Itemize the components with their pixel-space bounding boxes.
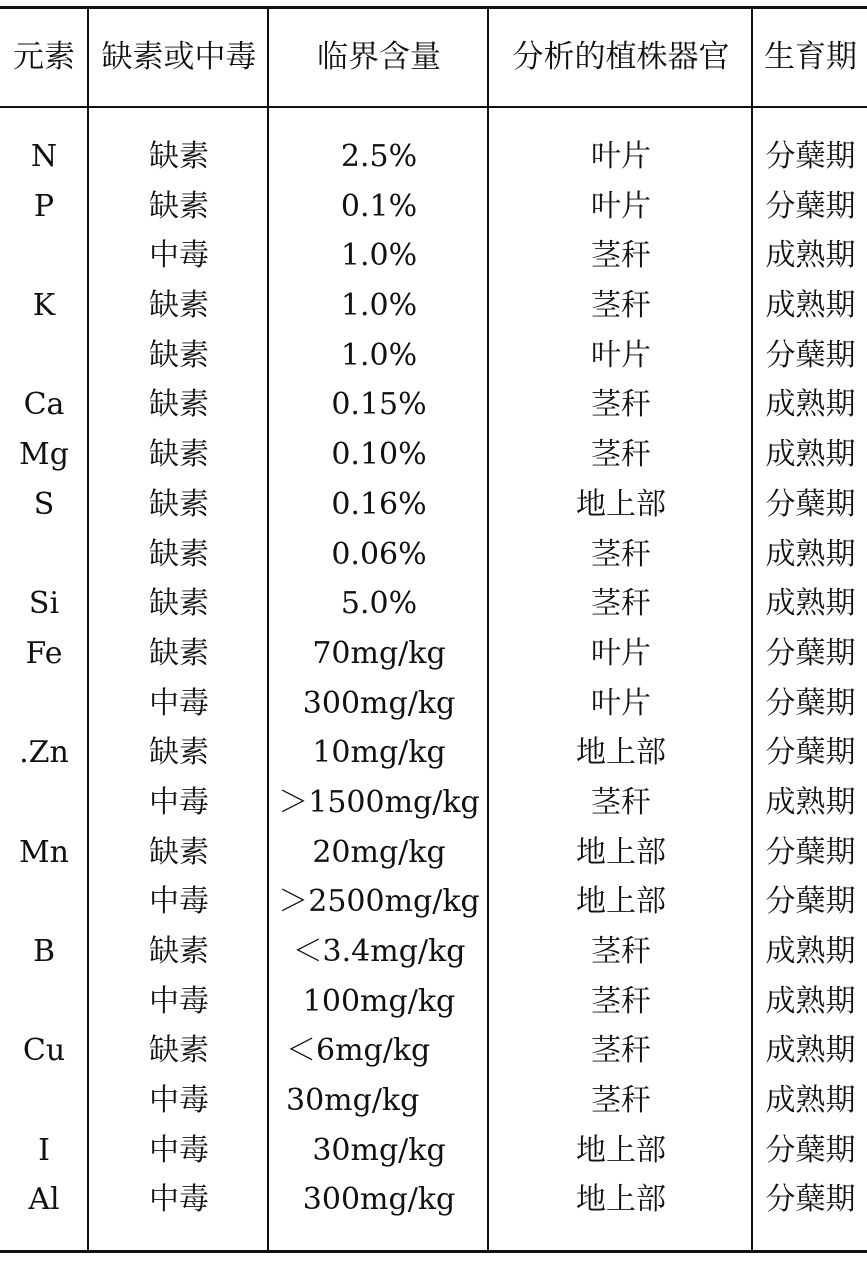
cell-growth-stage: 分蘖期 xyxy=(765,834,856,870)
table-row xyxy=(0,380,867,430)
cell-type: 缺素 xyxy=(149,635,209,671)
cell-growth-stage: 成熟期 xyxy=(765,934,856,969)
header-plant-organ: 分析的植株器官 xyxy=(512,39,730,75)
header-critical-content: 临界含量 xyxy=(317,39,441,75)
cell-type: 中毒 xyxy=(149,983,209,1019)
cell-element xyxy=(0,877,88,927)
cell-critical-content: 1.0% xyxy=(340,238,418,274)
cell-growth-stage: 分蘖期 xyxy=(765,139,856,174)
table-row xyxy=(0,927,867,977)
cell-plant-organ: 叶片 xyxy=(591,685,651,721)
cell-critical-content: 10mg/kg xyxy=(312,735,446,771)
cell-element: Al xyxy=(28,1182,60,1218)
cell-plant-organ: 茎秆 xyxy=(591,1033,651,1069)
cell-element: N xyxy=(30,139,58,174)
cell-growth-stage: 成熟期 xyxy=(765,536,856,572)
cell-plant-organ: 茎秆 xyxy=(591,536,651,572)
cell-type: 中毒 xyxy=(149,238,209,274)
table-row xyxy=(0,579,867,629)
cell-critical-content: 0.15% xyxy=(331,387,427,423)
cell-element: Mn xyxy=(18,834,70,870)
cell-plant-organ: 地上部 xyxy=(576,884,666,920)
cell-type: 缺素 xyxy=(149,536,209,572)
table-row xyxy=(0,1076,867,1126)
header-type: 缺素或中毒 xyxy=(101,39,257,75)
cell-plant-organ: 地上部 xyxy=(576,735,666,771)
cell-critical-content: 300mg/kg xyxy=(302,1182,456,1218)
cell-critical-content: ＞2500mg/kg xyxy=(278,884,480,920)
cell-element xyxy=(0,331,88,381)
cell-critical-content: 1.0% xyxy=(340,288,418,324)
cell-plant-organ: 茎秆 xyxy=(591,983,651,1019)
cell-plant-organ: 叶片 xyxy=(591,635,651,671)
cell-plant-organ: 茎秆 xyxy=(591,934,651,969)
cell-element: S xyxy=(33,486,55,522)
cell-plant-organ: 地上部 xyxy=(576,1182,666,1218)
cell-plant-organ: 地上部 xyxy=(576,486,666,522)
table-row xyxy=(0,430,867,480)
cell-type: 缺素 xyxy=(149,188,209,224)
cell-plant-organ: 茎秆 xyxy=(591,784,651,820)
cell-plant-organ: 地上部 xyxy=(576,1132,666,1168)
cell-type: 缺素 xyxy=(149,1033,209,1069)
cell-plant-organ: 茎秆 xyxy=(591,586,651,622)
cell-element xyxy=(0,530,88,580)
cell-element xyxy=(0,1076,88,1126)
cell-plant-organ: 茎秆 xyxy=(591,238,651,274)
cell-element xyxy=(0,679,88,729)
cell-type: 中毒 xyxy=(149,685,209,721)
table-row xyxy=(0,132,867,182)
cell-type: 中毒 xyxy=(149,1132,209,1168)
cell-critical-content: 300mg/kg xyxy=(302,685,456,721)
table-row xyxy=(0,778,867,828)
cell-critical-content: 30mg/kg xyxy=(312,1132,446,1168)
cell-type: 缺素 xyxy=(149,437,209,473)
cell-plant-organ: 茎秆 xyxy=(591,387,651,423)
cell-type: 中毒 xyxy=(149,884,209,920)
cell-growth-stage: 成熟期 xyxy=(765,983,856,1019)
cell-type: 缺素 xyxy=(149,387,209,423)
cell-growth-stage: 成熟期 xyxy=(765,238,856,274)
cell-plant-organ: 叶片 xyxy=(591,139,651,174)
table-row xyxy=(0,728,867,778)
cell-plant-organ: 地上部 xyxy=(576,834,666,870)
table-row xyxy=(0,331,867,381)
cell-type: 中毒 xyxy=(149,1083,209,1119)
cell-element: I xyxy=(38,1132,50,1168)
cell-element: Cu xyxy=(22,1033,66,1069)
cell-type: 中毒 xyxy=(149,1182,209,1218)
cell-growth-stage: 分蘖期 xyxy=(765,635,856,671)
table-row xyxy=(0,977,867,1027)
table-row xyxy=(0,530,867,580)
table-row xyxy=(0,281,867,331)
cell-growth-stage: 成熟期 xyxy=(765,288,856,324)
cell-critical-content: 0.1% xyxy=(340,188,418,224)
cell-element: Fe xyxy=(25,635,63,671)
cell-element: .Zn xyxy=(19,735,69,771)
table-row xyxy=(0,828,867,878)
table-row xyxy=(0,629,867,679)
cell-element: P xyxy=(33,188,55,224)
cell-growth-stage: 成熟期 xyxy=(765,586,856,622)
cell-growth-stage: 成熟期 xyxy=(765,437,856,473)
cell-growth-stage: 分蘖期 xyxy=(765,188,856,224)
cell-element: B xyxy=(32,934,56,969)
table-row xyxy=(0,1175,867,1225)
table-row xyxy=(0,679,867,729)
cell-plant-organ: 茎秆 xyxy=(591,437,651,473)
cell-element xyxy=(0,977,88,1027)
cell-type: 缺素 xyxy=(149,586,209,622)
cell-plant-organ: 茎秆 xyxy=(591,288,651,324)
cell-growth-stage: 成熟期 xyxy=(765,1083,856,1119)
header-element: 元素 xyxy=(13,39,75,75)
cell-type: 缺素 xyxy=(149,337,209,373)
cell-growth-stage: 成熟期 xyxy=(765,784,856,820)
cell-growth-stage: 分蘖期 xyxy=(765,486,856,522)
cell-growth-stage: 分蘖期 xyxy=(765,685,856,721)
cell-element: Si xyxy=(28,586,60,622)
cell-type: 缺素 xyxy=(149,934,209,969)
cell-critical-content: 5.0% xyxy=(340,586,418,622)
cell-element xyxy=(0,231,88,281)
cell-element: Mg xyxy=(19,437,69,473)
cell-critical-content: 0.16% xyxy=(331,486,427,522)
cell-plant-organ: 叶片 xyxy=(591,337,651,373)
cell-element xyxy=(0,778,88,828)
cell-type: 缺素 xyxy=(149,834,209,870)
table-row xyxy=(0,480,867,530)
cell-type: 缺素 xyxy=(149,288,209,324)
cell-type: 中毒 xyxy=(149,784,209,820)
cell-critical-content: 70mg/kg xyxy=(312,635,446,671)
cell-growth-stage: 分蘖期 xyxy=(765,337,856,373)
cell-critical-content: 100mg/kg xyxy=(302,983,456,1019)
cell-element: K xyxy=(32,288,56,324)
cell-type: 缺素 xyxy=(149,486,209,522)
cell-growth-stage: 分蘖期 xyxy=(765,884,856,920)
table-row xyxy=(0,877,867,927)
cell-critical-content: 0.06% xyxy=(331,536,427,572)
cell-type: 缺素 xyxy=(149,735,209,771)
table-header-rule xyxy=(0,106,867,108)
table-bottom-rule xyxy=(0,1250,867,1253)
cell-growth-stage: 分蘖期 xyxy=(765,735,856,771)
cell-critical-content: ＞1500mg/kg xyxy=(278,784,480,820)
table-header-row xyxy=(0,9,867,106)
cell-critical-content: 20mg/kg xyxy=(312,834,446,870)
table-row xyxy=(0,231,867,281)
cell-plant-organ: 茎秆 xyxy=(591,1083,651,1119)
table-row xyxy=(0,1126,867,1176)
cell-critical-content: ＜3.4mg/kg xyxy=(292,934,466,969)
header-growth-stage: 生育期 xyxy=(764,39,857,75)
cell-critical-content: 1.0% xyxy=(340,337,418,373)
table-row xyxy=(0,182,867,232)
cell-growth-stage: 成熟期 xyxy=(765,1033,856,1069)
cell-growth-stage: 分蘖期 xyxy=(765,1132,856,1168)
cell-critical-content: 30mg/kg xyxy=(286,1083,420,1119)
cell-critical-content: 2.5% xyxy=(340,139,418,174)
cell-growth-stage: 成熟期 xyxy=(765,387,856,423)
cell-plant-organ: 叶片 xyxy=(591,188,651,224)
cell-critical-content: ＜6mg/kg xyxy=(286,1033,431,1069)
table-row xyxy=(0,1026,867,1076)
table-body xyxy=(0,132,867,1225)
cell-growth-stage: 分蘖期 xyxy=(765,1182,856,1218)
cell-critical-content: 0.10% xyxy=(331,437,427,473)
cell-type: 缺素 xyxy=(149,139,209,174)
cell-element: Ca xyxy=(23,387,65,423)
